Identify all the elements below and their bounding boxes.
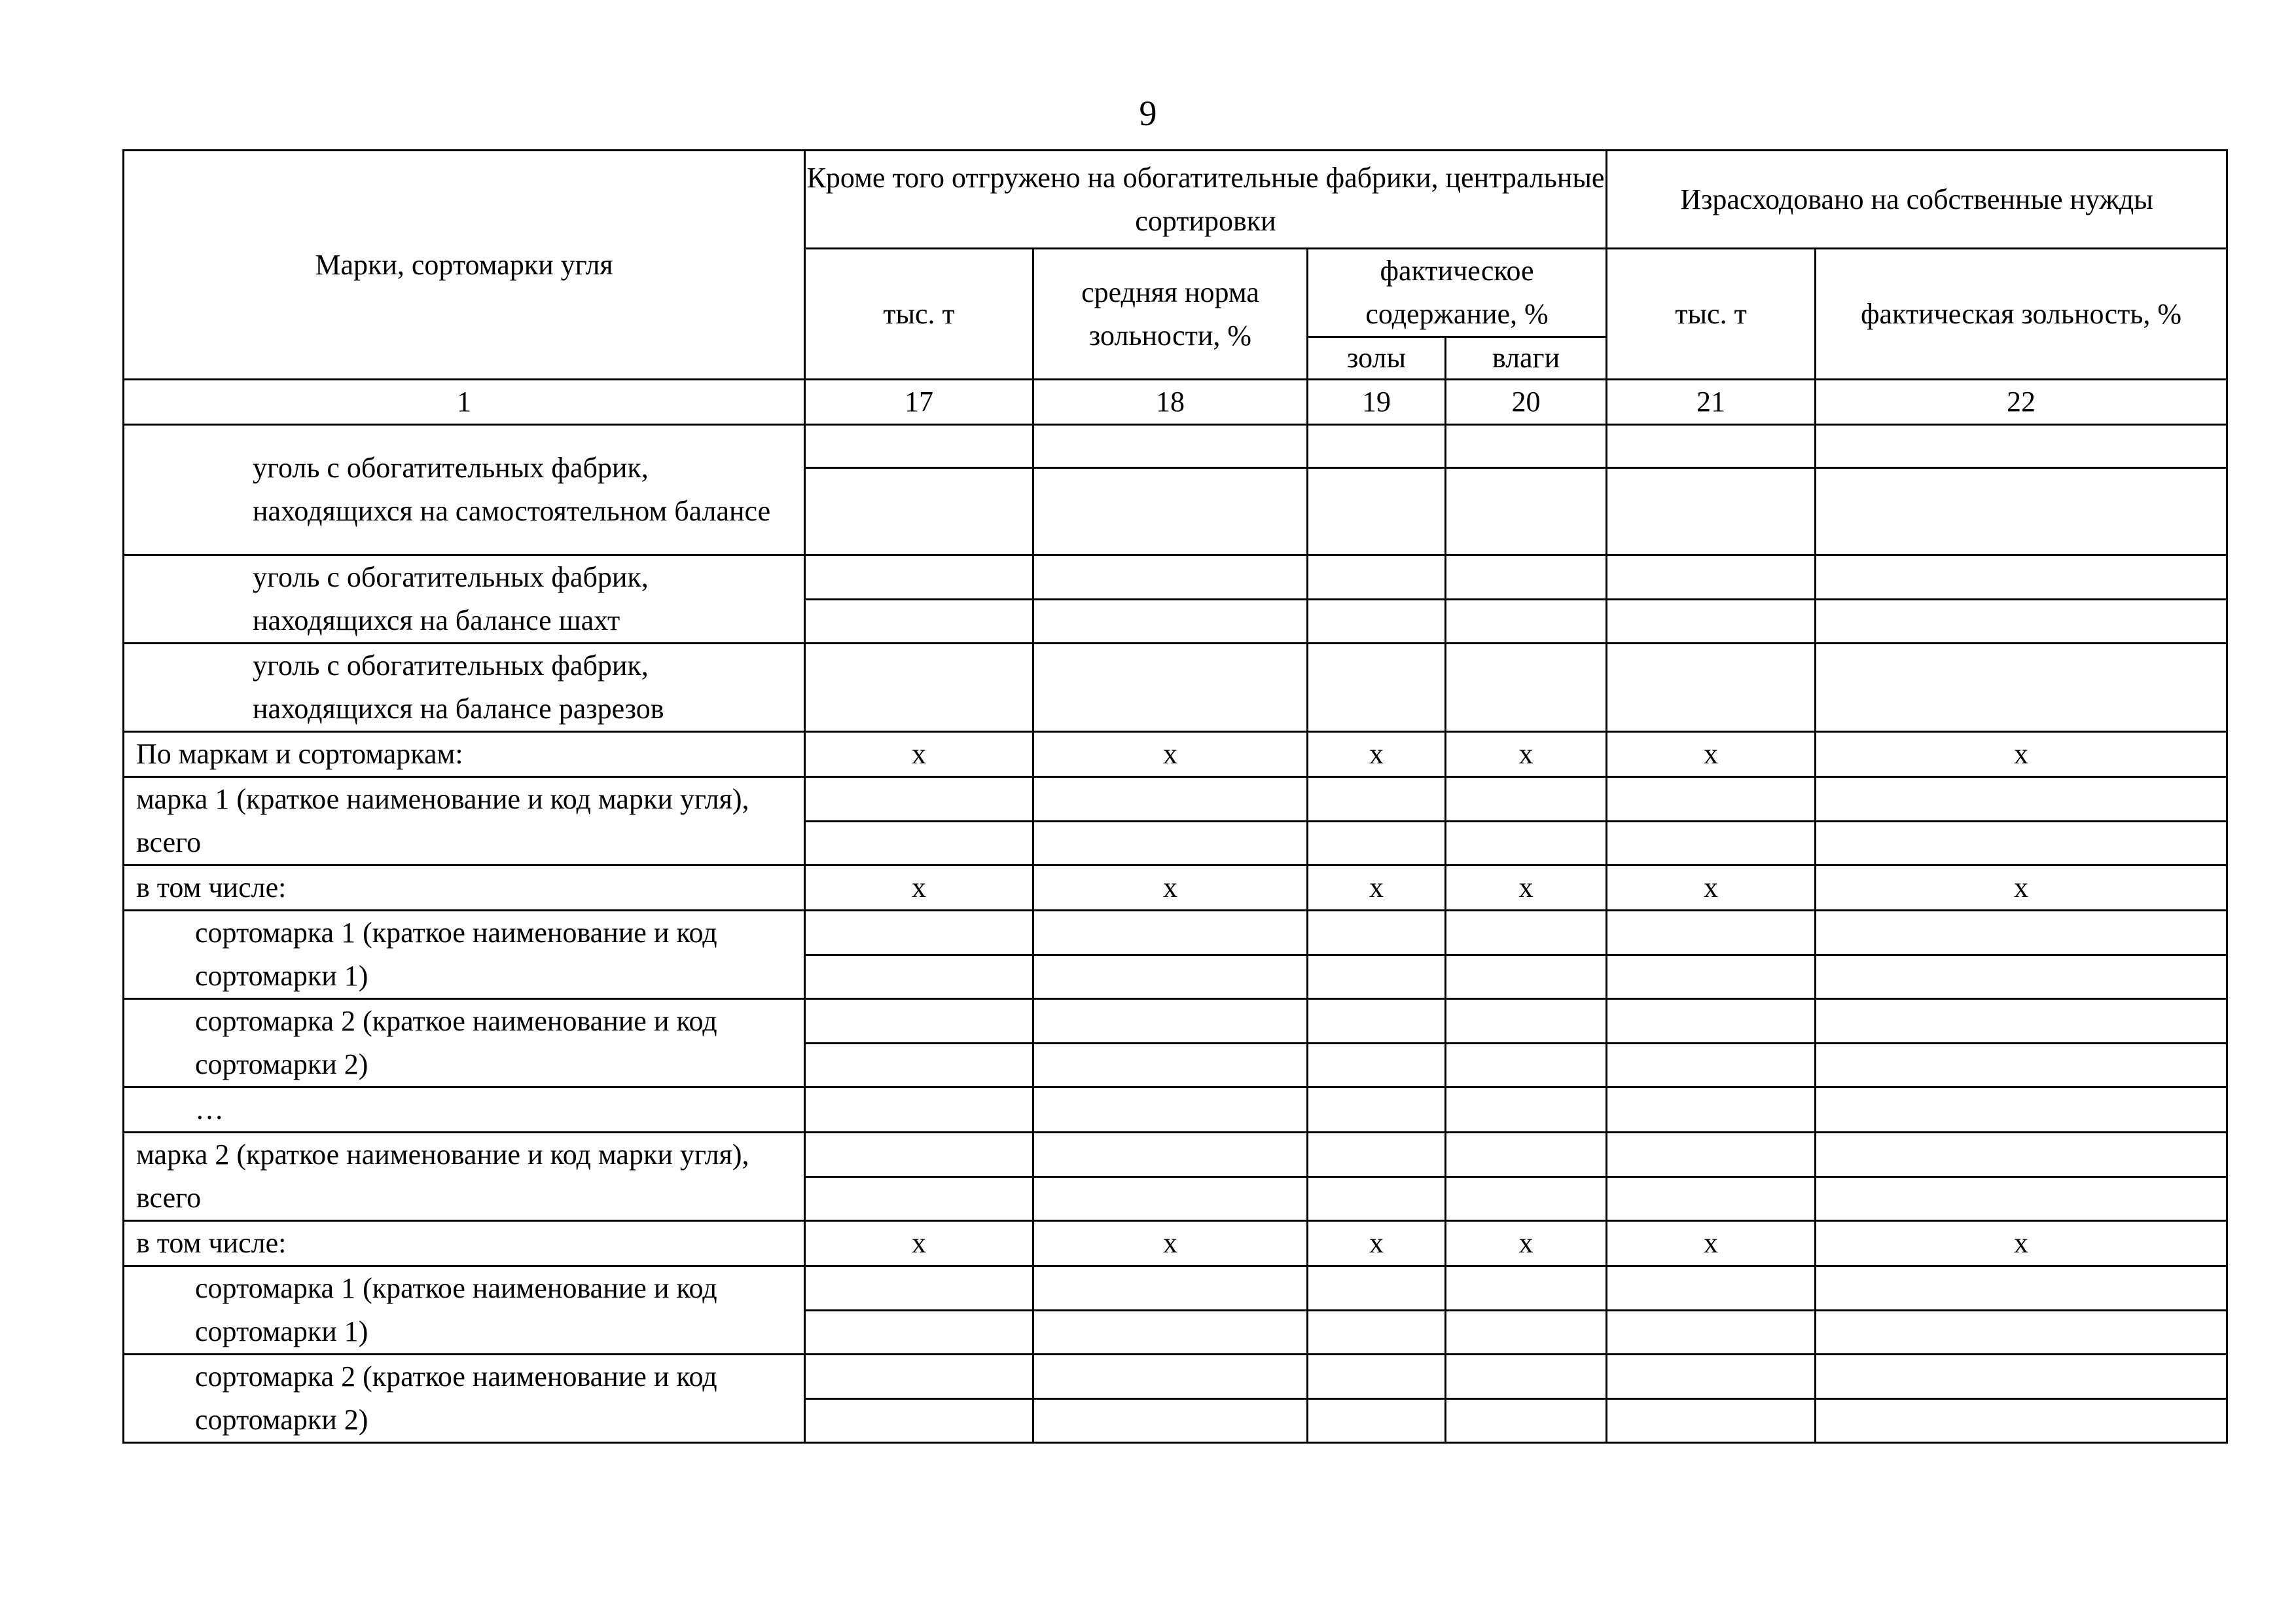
column-number: 1 xyxy=(124,380,805,425)
data-cell[interactable] xyxy=(805,644,1033,732)
row-label: в том числе: xyxy=(124,1221,805,1266)
coal-shipment-table xyxy=(122,149,2228,1444)
header-moisture: влаги xyxy=(1446,337,1607,380)
data-cell[interactable] xyxy=(805,1176,1033,1221)
x-cell: х xyxy=(1446,866,1607,911)
data-cell[interactable] xyxy=(1446,555,1607,600)
data-cell[interactable] xyxy=(1607,1355,1816,1399)
data-cell[interactable] xyxy=(1446,1043,1607,1087)
data-cell[interactable] xyxy=(1033,1355,1308,1399)
row-label: в том числе: xyxy=(124,866,805,911)
data-cell[interactable] xyxy=(805,1087,1033,1133)
x-cell: х xyxy=(1033,1221,1308,1266)
data-cell[interactable] xyxy=(1033,644,1308,732)
x-cell: х xyxy=(1607,1221,1816,1266)
data-cell[interactable] xyxy=(1607,821,1816,866)
data-cell[interactable] xyxy=(805,468,1033,555)
x-cell: х xyxy=(1446,1221,1607,1266)
data-cell[interactable] xyxy=(1446,1266,1607,1311)
column-number: 21 xyxy=(1607,380,1816,425)
data-cell[interactable] xyxy=(1446,1087,1607,1133)
data-cell[interactable] xyxy=(805,999,1033,1044)
header-actual-ash: фактическая зольность, % xyxy=(1816,249,2227,380)
data-cell[interactable] xyxy=(1033,911,1308,955)
row-label: сортомарка 1 (краткое наименование и код сортомарки 1) xyxy=(124,1266,805,1355)
data-cell[interactable] xyxy=(805,1355,1033,1399)
data-cell[interactable] xyxy=(1816,468,2227,555)
data-cell[interactable] xyxy=(1033,1398,1308,1443)
data-cell[interactable] xyxy=(1308,1398,1446,1443)
data-cell[interactable] xyxy=(805,555,1033,600)
data-cell[interactable] xyxy=(1033,777,1308,822)
data-cell[interactable] xyxy=(805,425,1033,468)
header-actual-content: фактическое содержание, % xyxy=(1308,249,1607,337)
data-cell[interactable] xyxy=(805,1133,1033,1177)
data-cell[interactable] xyxy=(1816,777,2227,822)
data-cell[interactable] xyxy=(1446,468,1607,555)
data-cell[interactable] xyxy=(805,911,1033,955)
data-cell[interactable] xyxy=(1446,644,1607,732)
data-cell[interactable] xyxy=(1308,911,1446,955)
column-number: 20 xyxy=(1446,380,1607,425)
header-coal-grades: Марки, сортомарки угля xyxy=(124,151,805,380)
data-cell[interactable] xyxy=(1816,1355,2227,1399)
header-shipped-to-plants: Кроме того отгружено на обогатительные фабрики, центральные сортировки xyxy=(805,151,1607,249)
x-cell: х xyxy=(1033,866,1308,911)
header-avg-ash-norm: средняя норма зольности, % xyxy=(1033,249,1308,380)
x-cell: х xyxy=(1607,866,1816,911)
column-number: 22 xyxy=(1816,380,2227,425)
page-number: 9 xyxy=(1139,94,1157,133)
data-cell[interactable] xyxy=(1033,1043,1308,1087)
column-number: 19 xyxy=(1308,380,1446,425)
data-cell[interactable] xyxy=(1816,1398,2227,1443)
column-number: 18 xyxy=(1033,380,1308,425)
data-cell[interactable] xyxy=(1308,599,1446,644)
data-cell[interactable] xyxy=(1816,821,2227,866)
data-cell[interactable] xyxy=(1033,1176,1308,1221)
x-cell: х xyxy=(1446,732,1607,777)
x-cell: х xyxy=(1816,1221,2227,1266)
data-cell[interactable] xyxy=(1446,1355,1607,1399)
data-cell[interactable] xyxy=(1033,1133,1308,1177)
data-cell[interactable] xyxy=(1816,1087,2227,1133)
data-cell[interactable] xyxy=(1607,1310,1816,1355)
data-cell[interactable] xyxy=(805,821,1033,866)
data-cell[interactable] xyxy=(1607,644,1816,732)
data-cell[interactable] xyxy=(1033,425,1308,468)
data-cell[interactable] xyxy=(1446,425,1607,468)
data-cell[interactable] xyxy=(1816,1176,2227,1221)
row-label: марка 1 (краткое наименование и код марки угля), всего xyxy=(124,777,805,866)
data-cell[interactable] xyxy=(1607,468,1816,555)
x-cell: х xyxy=(1816,866,2227,911)
x-cell: х xyxy=(1607,732,1816,777)
data-cell[interactable] xyxy=(1308,555,1446,600)
data-cell[interactable] xyxy=(1446,911,1607,955)
data-cell[interactable] xyxy=(1033,955,1308,999)
row-label: сортомарка 2 (краткое наименование и код сортомарки 2) xyxy=(124,1355,805,1443)
data-cell[interactable] xyxy=(1607,999,1816,1044)
x-cell: х xyxy=(1308,866,1446,911)
data-cell[interactable] xyxy=(1308,1087,1446,1133)
data-cell[interactable] xyxy=(1607,555,1816,600)
x-cell: х xyxy=(1308,1221,1446,1266)
header-thous-t-2: тыс. т xyxy=(1607,249,1816,380)
data-cell[interactable] xyxy=(1308,1133,1446,1177)
row-label: уголь с обогатительных фабрик, находящихся на балансе разрезов xyxy=(124,644,805,732)
data-cell[interactable] xyxy=(1816,1043,2227,1087)
data-cell[interactable] xyxy=(1308,1043,1446,1087)
x-cell: х xyxy=(1816,732,2227,777)
data-cell[interactable] xyxy=(1033,999,1308,1044)
data-cell[interactable] xyxy=(1446,1176,1607,1221)
data-cell[interactable] xyxy=(1816,911,2227,955)
data-cell[interactable] xyxy=(1607,1087,1816,1133)
data-cell[interactable] xyxy=(1308,999,1446,1044)
data-cell[interactable] xyxy=(1033,1310,1308,1355)
row-label: уголь с обогатительных фабрик, находящихся на самостоятельном балансе xyxy=(124,425,805,555)
data-cell[interactable] xyxy=(1033,555,1308,600)
data-cell[interactable] xyxy=(1446,955,1607,999)
data-cell[interactable] xyxy=(1033,821,1308,866)
data-cell[interactable] xyxy=(1308,1266,1446,1311)
row-label-ellipsis: … xyxy=(124,1087,805,1133)
data-cell[interactable] xyxy=(1446,1133,1607,1177)
data-cell[interactable] xyxy=(1607,1043,1816,1087)
data-cell[interactable] xyxy=(1607,1398,1816,1443)
data-cell[interactable] xyxy=(1033,468,1308,555)
x-cell: х xyxy=(805,866,1033,911)
data-cell[interactable] xyxy=(1816,555,2227,600)
data-cell[interactable] xyxy=(805,1310,1033,1355)
data-cell[interactable] xyxy=(1308,821,1446,866)
header-own-needs: Израсходовано на собственные нужды xyxy=(1607,151,2227,249)
row-label: По маркам и сортомаркам: xyxy=(124,732,805,777)
data-cell[interactable] xyxy=(1816,1266,2227,1311)
column-number: 17 xyxy=(805,380,1033,425)
data-cell[interactable] xyxy=(1607,955,1816,999)
data-cell[interactable] xyxy=(1607,777,1816,822)
data-cell[interactable] xyxy=(805,955,1033,999)
data-cell[interactable] xyxy=(1308,777,1446,822)
row-label: сортомарка 2 (краткое наименование и код сортомарки 2) xyxy=(124,999,805,1087)
data-cell[interactable] xyxy=(1607,599,1816,644)
data-cell[interactable] xyxy=(1033,1266,1308,1311)
header-ash: золы xyxy=(1308,337,1446,380)
x-cell: х xyxy=(1308,732,1446,777)
data-cell[interactable] xyxy=(1816,1310,2227,1355)
data-cell[interactable] xyxy=(1446,777,1607,822)
x-cell: х xyxy=(805,1221,1033,1266)
column-number-row xyxy=(124,380,2227,425)
data-cell[interactable] xyxy=(1308,425,1446,468)
data-cell[interactable] xyxy=(805,1266,1033,1311)
data-cell[interactable] xyxy=(1607,1266,1816,1311)
data-cell[interactable] xyxy=(1816,999,2227,1044)
data-cell[interactable] xyxy=(1607,911,1816,955)
data-cell[interactable] xyxy=(1308,1176,1446,1221)
data-cell[interactable] xyxy=(1816,599,2227,644)
data-cell[interactable] xyxy=(1816,644,2227,732)
data-cell[interactable] xyxy=(1308,644,1446,732)
data-cell[interactable] xyxy=(1607,1133,1816,1177)
data-cell[interactable] xyxy=(1308,468,1446,555)
data-cell[interactable] xyxy=(1446,599,1607,644)
data-cell[interactable] xyxy=(805,599,1033,644)
data-cell[interactable] xyxy=(1816,955,2227,999)
row-label: сортомарка 1 (краткое наименование и код сортомарки 1) xyxy=(124,911,805,999)
data-cell[interactable] xyxy=(805,1398,1033,1443)
data-cell[interactable] xyxy=(805,777,1033,822)
data-cell[interactable] xyxy=(1446,999,1607,1044)
data-cell[interactable] xyxy=(1033,1087,1308,1133)
data-cell[interactable] xyxy=(1308,955,1446,999)
data-cell[interactable] xyxy=(1446,1398,1607,1443)
x-cell: х xyxy=(805,732,1033,777)
data-cell[interactable] xyxy=(1816,1133,2227,1177)
data-cell[interactable] xyxy=(1033,599,1308,644)
data-cell[interactable] xyxy=(1308,1355,1446,1399)
x-cell: х xyxy=(1033,732,1308,777)
data-cell[interactable] xyxy=(1308,1310,1446,1355)
data-cell[interactable] xyxy=(1446,1310,1607,1355)
row-label: марка 2 (краткое наименование и код марки угля), всего xyxy=(124,1133,805,1221)
row-label: уголь с обогатительных фабрик, находящихся на балансе шахт xyxy=(124,555,805,644)
data-cell[interactable] xyxy=(1607,1176,1816,1221)
data-cell[interactable] xyxy=(1607,425,1816,468)
data-cell[interactable] xyxy=(1446,821,1607,866)
data-cell[interactable] xyxy=(1816,425,2227,468)
data-cell[interactable] xyxy=(805,1043,1033,1087)
header-thous-t: тыс. т xyxy=(805,249,1033,380)
